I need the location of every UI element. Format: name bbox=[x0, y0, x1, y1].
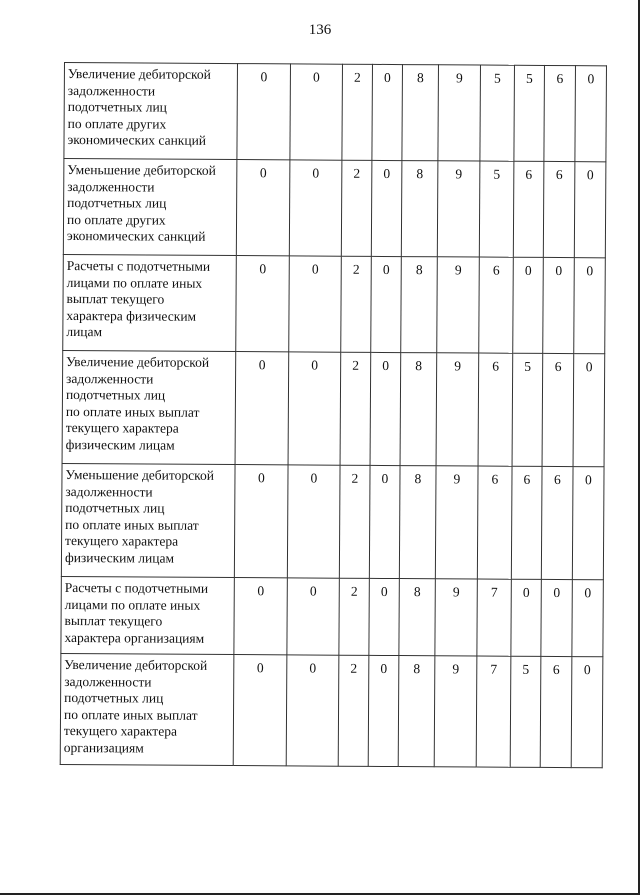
code-digit: 0 bbox=[369, 465, 400, 578]
code-digit: 2 bbox=[340, 352, 371, 465]
row-label: Расчеты с подотчетными лицами по оплате иных выплат текущего характера организациям bbox=[61, 576, 234, 654]
code-digit: 7 bbox=[476, 656, 511, 767]
code-digit: 2 bbox=[339, 578, 369, 655]
code-digit: 0 bbox=[287, 578, 339, 655]
code-digit: 0 bbox=[369, 578, 399, 655]
code-digit: 8 bbox=[399, 579, 435, 656]
table-row bbox=[63, 159, 606, 258]
code-digit: 6 bbox=[479, 257, 514, 353]
code-digit: 6 bbox=[543, 161, 575, 257]
row-label: Уменьшение дебиторской задолженности подотчетных лиц по оплате других экономических санкций bbox=[63, 159, 237, 256]
code-digit: 5 bbox=[480, 65, 515, 161]
code-digit: 0 bbox=[289, 256, 342, 352]
code-digit: 5 bbox=[514, 65, 545, 161]
code-digit: 5 bbox=[479, 161, 514, 257]
table-row bbox=[62, 350, 605, 466]
code-digit: 0 bbox=[513, 257, 544, 353]
code-digit: 0 bbox=[290, 64, 343, 160]
code-digit: 9 bbox=[437, 257, 480, 353]
table-row bbox=[60, 653, 603, 767]
row-label: Увеличение дебиторской задолженности подотчетных лиц по оплате иных выплат текущего характера организациям bbox=[60, 653, 234, 765]
code-digit: 9 bbox=[438, 65, 481, 161]
code-digit: 8 bbox=[400, 353, 437, 466]
table-row bbox=[63, 254, 606, 353]
code-digit: 5 bbox=[510, 656, 541, 767]
code-digit: 0 bbox=[574, 162, 606, 258]
row-label: Уменьшение дебиторской задолженности подотчетных лиц по оплате иных выплат текущего характера физическим лицам bbox=[61, 463, 235, 577]
code-digit: 0 bbox=[370, 352, 401, 465]
code-digit: 2 bbox=[342, 64, 373, 160]
code-digit: 9 bbox=[434, 656, 477, 767]
table-row bbox=[64, 63, 607, 162]
code-digit: 6 bbox=[542, 353, 574, 466]
row-label: Увеличение дебиторской задолженности подотчетных лиц по оплате других экономических санкций bbox=[64, 63, 238, 160]
code-digit: 0 bbox=[371, 256, 402, 352]
code-digit: 6 bbox=[478, 353, 513, 466]
code-digit: 8 bbox=[401, 257, 438, 353]
code-digit: 0 bbox=[235, 352, 289, 465]
code-digit: 8 bbox=[398, 656, 435, 767]
code-digit: 0 bbox=[288, 352, 341, 465]
code-digit: 2 bbox=[338, 655, 369, 766]
code-digit: 0 bbox=[368, 655, 399, 766]
code-digit: 0 bbox=[237, 64, 291, 160]
code-digit: 7 bbox=[477, 579, 511, 656]
code-digit: 6 bbox=[477, 466, 512, 579]
code-digit: 8 bbox=[402, 65, 439, 161]
code-digit: 0 bbox=[287, 465, 340, 578]
code-digit: 9 bbox=[437, 161, 480, 257]
code-digit: 0 bbox=[543, 257, 575, 353]
code-digit: 6 bbox=[540, 656, 572, 767]
row-label: Расчеты с подотчетными лицами по оплате иных выплат текущего характера физическим лицам bbox=[63, 254, 237, 351]
code-digit: 6 bbox=[511, 466, 542, 579]
code-digit: 0 bbox=[371, 160, 402, 256]
page-number: 136 bbox=[308, 22, 332, 38]
code-digit: 2 bbox=[341, 256, 372, 352]
code-digit: 0 bbox=[234, 578, 287, 655]
code-digit: 9 bbox=[435, 579, 477, 656]
code-digit: 8 bbox=[399, 466, 436, 579]
table-container bbox=[60, 62, 607, 768]
code-digit: 0 bbox=[572, 580, 603, 657]
code-digit: 0 bbox=[233, 655, 287, 766]
account-codes-table bbox=[60, 62, 607, 768]
code-digit: 0 bbox=[571, 657, 603, 768]
code-digit: 6 bbox=[513, 161, 544, 257]
code-digit: 6 bbox=[541, 466, 573, 579]
code-digit: 0 bbox=[541, 579, 572, 656]
code-digit: 0 bbox=[575, 66, 607, 162]
code-digit: 0 bbox=[372, 64, 403, 160]
table-row bbox=[61, 576, 603, 656]
code-digit: 0 bbox=[574, 258, 606, 354]
table-body bbox=[60, 63, 606, 768]
code-digit: 0 bbox=[572, 467, 604, 580]
table-row bbox=[61, 463, 604, 579]
code-digit: 9 bbox=[436, 353, 479, 466]
code-digit: 0 bbox=[234, 465, 288, 578]
code-digit: 0 bbox=[236, 256, 290, 352]
code-digit: 2 bbox=[341, 160, 372, 256]
code-digit: 2 bbox=[339, 465, 370, 578]
code-digit: 0 bbox=[573, 354, 605, 467]
code-digit: 0 bbox=[289, 160, 342, 256]
code-digit: 6 bbox=[544, 65, 576, 161]
code-digit: 0 bbox=[236, 160, 290, 256]
code-digit: 0 bbox=[286, 655, 339, 766]
code-digit: 9 bbox=[435, 466, 478, 579]
code-digit: 0 bbox=[511, 579, 541, 656]
row-label: Увеличение дебиторской задолженности подотчетных лиц по оплате иных выплат текущего характера физическим лицам bbox=[62, 350, 236, 464]
code-digit: 8 bbox=[401, 161, 438, 257]
code-digit: 5 bbox=[512, 353, 543, 466]
